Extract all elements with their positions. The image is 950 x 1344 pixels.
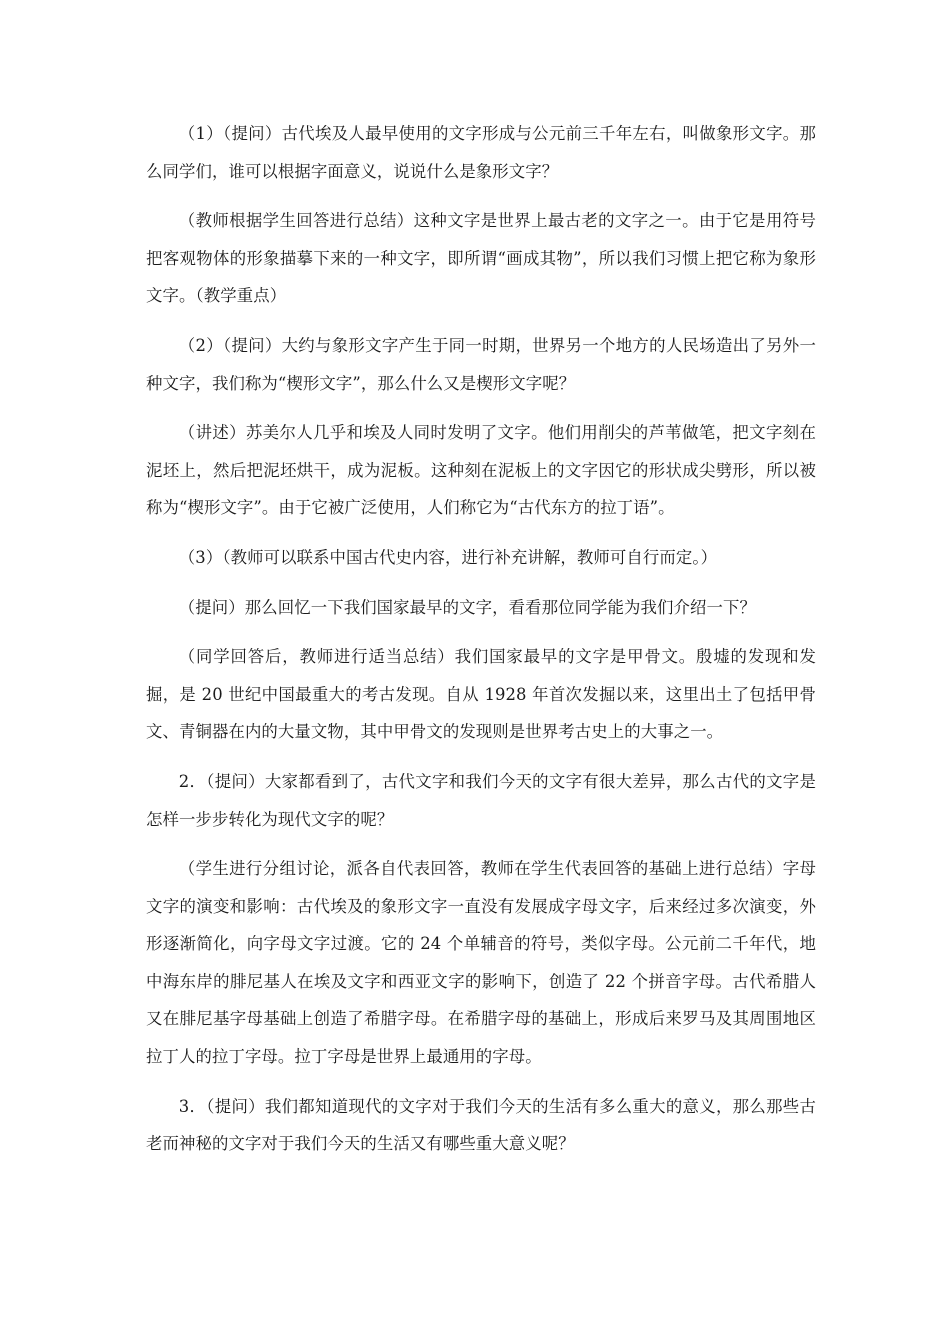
paragraph-oracle-bone-summary: （同学回答后，教师进行适当总结）我们国家最早的文字是甲骨文。殷墟的发现和发掘，是 20 世纪中国最重大的考古发现。自从 1928 年首次发掘以来，这里出土了包括甲骨文、青铜器在内的大量文物，其中甲骨文的发现则是世界考古史上的大事之一。 (146, 647, 816, 742)
paragraph-cuneiform-lecture: （讲述）苏美尔人几乎和埃及人同时发明了文字。他们用削尖的芦苇做笔，把文字刻在泥坯上，然后把泥坯烘干，成为泥板。这种刻在泥板上的文字因它的形状成尖劈形，所以被称为“楔形文字”。由于它被广泛使用，人们称它为“古代东方的拉丁语”。 (146, 423, 816, 518)
paragraph-cuneiform-question: （2）（提问）大约与象形文字产生于同一时期，世界另一个地方的人民场造出了另外一种文字，我们称为“楔形文字”，那么什么又是楔形文字呢？ (146, 335, 816, 393)
paragraph-evolution-question: 2．（提问）大家都看到了，古代文字和我们今天的文字有很大差异，那么古代的文字是怎样一步步转化为现代文字的呢？ (146, 771, 816, 829)
paragraph-earliest-script-question: （提问）那么回忆一下我们国家最早的文字，看看那位同学能为我们介绍一下？ (178, 597, 756, 617)
document-body (146, 115, 816, 1175)
paragraph-alphabet-evolution: （学生进行分组讨论，派各自代表回答，教师在学生代表回答的基础上进行总结）字母文字的演变和影响：古代埃及的象形文字一直没有发展成字母文字，后来经过多次演变，外形逐渐简化，向字母文字过渡。它的 24 个单辅音的符号，类似字母。公元前二千年代，地中海东岸的腓尼基人在埃及文字和西亚文字的影响下，创造了 22 个拼音字母。古代希腊人又在腓尼基字母基础上创造了希腊字母。在希腊字母的基础上，形成后来罗马及其周围地区拉丁人的拉丁字母。拉丁字母是世界上最通用的字母。 (146, 859, 816, 1067)
paragraph-hieroglyph-summary: （教师根据学生回答进行总结）这种文字是世界上最古老的文字之一。由于它是用符号把客观物体的形象描摹下来的一种文字，即所谓“画成其物”，所以我们习惯上把它称为象形文字。（教学重点） (146, 211, 816, 306)
paragraph-hieroglyph-question: （1）（提问）古代埃及人最早使用的文字形成与公元前三千年左右，叫做象形文字。那么同学们，谁可以根据字面意义，说说什么是象形文字？ (146, 124, 816, 181)
paragraph-significance-question: 3．（提问）我们都知道现代的文字对于我们今天的生活有多么重大的意义，那么那些古老而神秘的文字对于我们今天的生活又有哪些重大意义呢？ (146, 1096, 816, 1154)
paragraph-china-history-note: （3）（教师可以联系中国古代史内容，进行补充讲解，教师可自行而定。） (178, 547, 718, 567)
